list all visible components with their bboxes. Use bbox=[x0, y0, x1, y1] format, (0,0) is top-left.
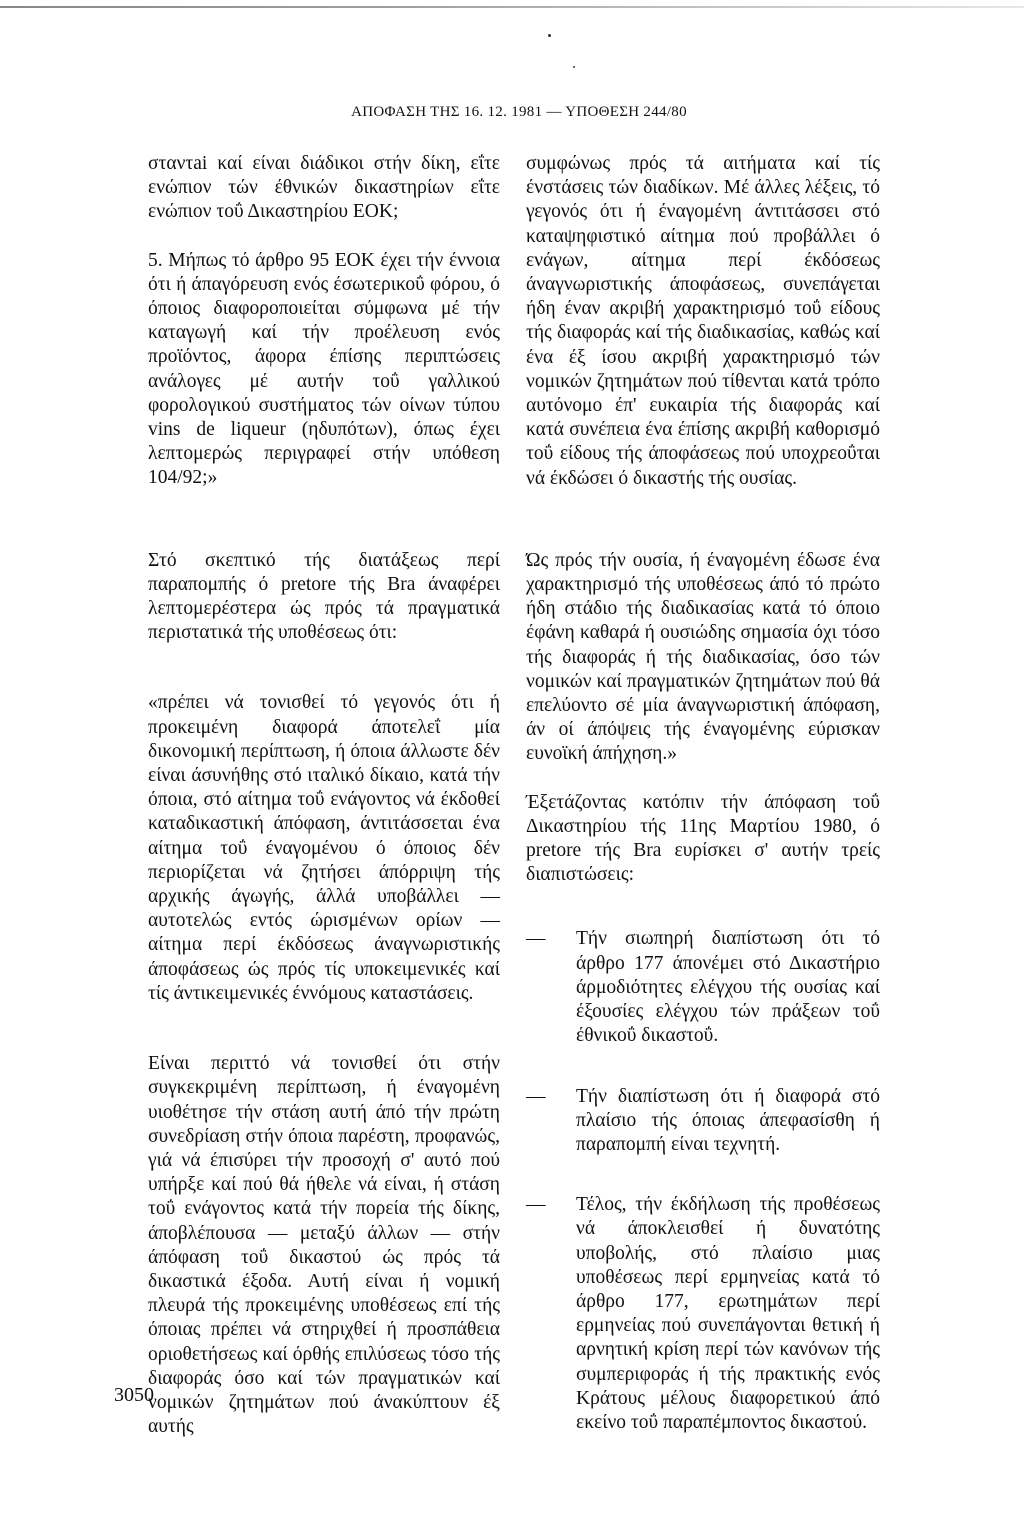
right-column bbox=[526, 152, 880, 1435]
scan-speck bbox=[573, 66, 575, 68]
right-paragraph-3: Έξετάζοντας κατόπιν τήν άπόφαση τοΰ Δικαστηρίου τής 11ης Μαρτίου 1980, ό pretore τής Bra ευρίσκει σ' αυτήν τρείς διαπιστώσεις: bbox=[526, 791, 880, 886]
running-head: ΑΠΟΦΑΣΗ ΤΗΣ 16. 12. 1981 — ΥΠΟΘΕΣΗ 244/80 bbox=[351, 104, 687, 120]
right-paragraph-2: Ώς πρός τήν ουσία, ή έναγομένη έδωσε ένα χαρακτηρισμό τής υποθέσεως άπό τό πρώτο ήδη στάδιο τής διαδικασίας κατά τό όποιο έφάνη καθαρά ή ουσιώδης σημασία όχι τόσο τής διαφοράς ή τής διαδικασίας, όσο τών νομικών καί πραγματικών ζητημάτων πού θά επελύοντο σέ μία άναγνωριστική άπόφαση, άν οί άπόψεις τής έναγομένης εύρισκαν ευνοϊκή άπήχηση.» bbox=[526, 549, 880, 765]
list-item bbox=[526, 1193, 880, 1435]
list-dash: — bbox=[526, 1194, 546, 1216]
right-paragraph-1: συμφώνως πρός τά αιτήματα καί τίς ένστάσεις τών διαδίκων. Μέ άλλες λέξεις, τό γεγονός ότι ή έναγομένη άντιτάσσει στό καταψηφιστικό αίτημα πού προβάλλει ό ενάγων, αίτημα περί έκδόσεως άναγνωριστικής άποφάσεως, συνεπάγεται ήδη έναν ακριβή χαρακτηρισμό τοΰ είδους τής διαφοράς καί τής διαδικασίας, καθώς καί ένα έξ ίσου ακριβή χαρακτηρισμό τών νομικών ζητημάτων πού τίθενται κατά τρόπο αυτόνομο έπ' ευκαιρία τής διαφοράς καί κατά συνέπεια ένα έπίσης ακριβή καθορισμό τοΰ είδους τής άποφάσεως πού υποχρεοΰται νά έκδώσει ό δικαστής τής ουσίας. bbox=[526, 153, 880, 489]
quotation-paragraph: «πρέπει νά τονισθεί τό γεγονός ότι ή προκειμένη διαφορά άποτελεΐ μία δικονομική περίπτωση, ή όποια άλλωστε δέν είναι άσυνήθης στό ιταλικό δίκαιο, κατά τήν όποια, στό αίτημα τοΰ ενάγοντος νά έκδοθεί καταδικαστική άπόφαση, άντιτάσσεται ένα αίτημα τοΰ έναγομένου ό όποιος δέν περιορίζεται νά ζητήσει άπόρριψη τής αρχικής άγωγής, άλλά υποβάλλει — αυτοτελώς εντός ώρισμένων ορίων — αίτημα περί έκδόσεως άναγνωριστικής άποφάσεως ώς πρός τίς υποκειμενικές καί τίς άντικειμενικές έννόμους καταστάσεις. bbox=[148, 692, 500, 1004]
list-item bbox=[526, 927, 880, 1048]
list-dash: — bbox=[526, 928, 546, 950]
left-paragraph-3: Στό σκεπτικό τής διατάξεως περί παραπομπής ό pretore τής Bra άναφέρει λεπτομερέστερα ώς πρός τά πραγματικά περιστατικά τής υποθέσεως ότι: bbox=[148, 549, 500, 644]
list-item-text: Τήν σιωπηρή διαπίστωση ότι τό άρθρο 177 άπονέμει στό Δικαστήριο άρμοδιότητες ελέγχου τής ουσίας καί έξουσίες ελέγχου τών πράξεων τοΰ έθνικοΰ δικαστοΰ. bbox=[576, 928, 880, 1047]
scan-edge-rule bbox=[0, 6, 1024, 8]
list-item bbox=[526, 1085, 880, 1158]
page-number: 3050 bbox=[114, 1384, 154, 1406]
left-paragraph-1: σταντai καί είναι διάδικοι στήν δίκη, εΐτε ενώπιον τών έθνικών δικαστηρίων εΐτε ενώπιον τοΰ Δικαστηρίου ΕΟΚ; bbox=[148, 153, 500, 223]
question-5-paragraph: 5. Μήπως τό άρθρο 95 ΕΟΚ έχει τήν έννοια ότι ή άπαγόρευση ενός έσωτερικοΰ φόρου, ό όποιος διαφοροποιείται σύμφωνα μέ τήν καταγωγή καί τήν προέλευση ενός προϊόντος, άφορα έπίσης περιπτώσεις ανάλογες μέ αυτήν τοΰ γαλλικού φορολογικού συστήματος τών οίνων τύπου vins de liqueur (ηδυπότων), όπως έχει λεπτομερώς περιγραφεί στήν υπόθεση 104/92;» bbox=[148, 249, 500, 489]
list-item-text: Τήν διαπίστωση ότι ή διαφορά στό πλαίσιο τής όποιας άπεφασίσθη ή παραπομπή είναι τεχνητή. bbox=[576, 1085, 880, 1155]
list-item-text: Τέλος, τήν έκδήλωση τής προθέσεως νά άποκλεισθεί ή δυνατότης υποβολής, στό πλαίσιο μιας υποθέσεως περί ερμηνείας κατά τό άρθρο 177, ερωτημάτων περί ερμηνείας πού συνεπάγονται θετική ή αρνητική κρίση περί τών κανόνων τής συμπεριφοράς ή τής πρακτικής ενός Κράτους μέλους διαφορετικού άπό εκείνο τοΰ παραπέμποντος δικαστού. bbox=[576, 1194, 880, 1433]
list-dash: — bbox=[526, 1085, 546, 1107]
scan-speck bbox=[548, 34, 551, 37]
left-paragraph-5: Είναι περιττό νά τονισθεί ότι στήν συγκεκριμένη περίπτωση, ή έναγομένη υιοθέτησε τήν στάση αυτή άπό τήν πρώτη συνεδρίαση στήν όποια παρέστη, προφανώς, γιά νά έπισύρει τήν προσοχή σ' αυτό πού υπήρξε καί πού θά ήθελε νά είναι, ή στάση τοΰ ενάγοντος κατά τήν πορεία τής δίκης, άποβλέπουσα — μεταξύ άλλων — στήν άπόφαση τοΰ δικαστού ώς πρός τά δικαστικά έξοδα. Αυτή είναι ή νομική πλευρά τής προκειμένης υποθέσεως επί τής όποιας πρέπει νά στηριχθεί ή προσπάθεια οριοθετήσεως καί όρθής επιλύσεως τόσο τής διαφοράς όσο καί τών πραγματικών καί νομικών ζητημάτων πού άνακύπτουν έξ αυτής bbox=[148, 1053, 500, 1438]
left-column bbox=[148, 152, 500, 1439]
